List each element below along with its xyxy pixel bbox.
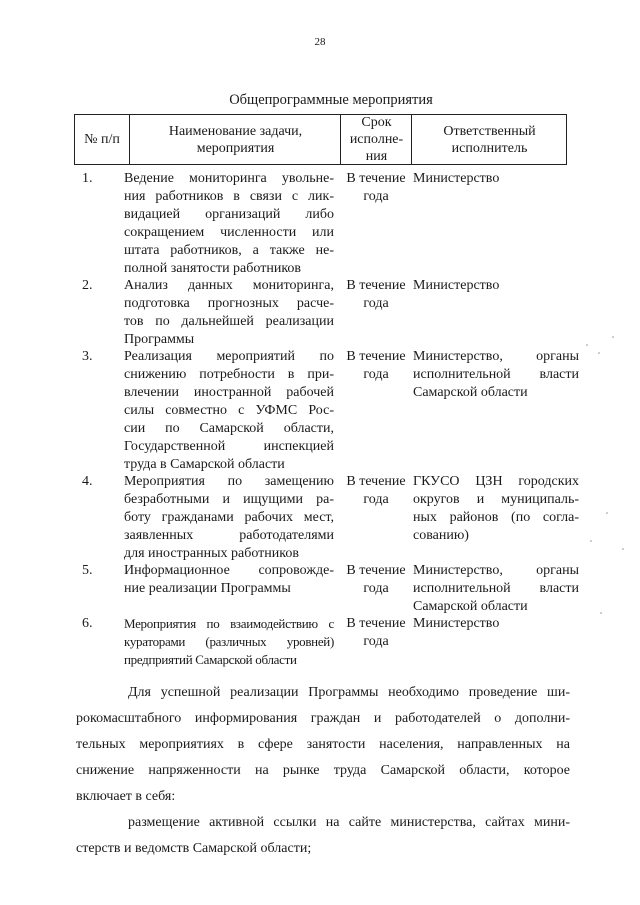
row-3-name-line: влечении иностранной рабочей [124, 385, 334, 400]
row-4-name-line: Мероприятия по замещению [124, 474, 334, 489]
paragraph-line: стерств и ведомств Самарской области; [76, 841, 312, 856]
paragraph-line: рокомасштабного информирования граждан и работодателей о дополни- [76, 711, 570, 726]
row-4-name-line: для иностранных работников [124, 546, 299, 561]
row-5-term-line: В течение [346, 563, 406, 578]
row-6-resp-line: Министерство [413, 616, 500, 631]
row-3-responsible [413, 348, 579, 402]
row-5-resp-line: Министерство, органы [413, 563, 579, 578]
row-1-name-line: ния работников в связи с лик- [124, 189, 334, 204]
row-3-resp-line: Министерство, органы [413, 349, 579, 364]
row-1-name-line: видацией организаций либо [124, 207, 334, 222]
row-6-name [124, 615, 334, 669]
row-2-responsible [413, 277, 579, 295]
row-4-resp-line: ГКУСО ЦЗН городских [413, 474, 579, 489]
row-4-term-line: года [363, 492, 389, 507]
row-3-resp-line: исполнительной власти [413, 367, 579, 382]
scan-speck [622, 548, 624, 550]
row-2-name [124, 277, 334, 349]
header-name [129, 115, 341, 164]
row-3-name-line: труда в Самарской области [124, 457, 285, 472]
row-5-resp-line: исполнительной власти [413, 581, 579, 596]
row-5-term [341, 562, 411, 598]
paragraph-line: размещение активной ссылки на сайте министерства, сайтах мини- [128, 815, 570, 830]
row-3-term-line: В течение [346, 349, 406, 364]
row-6-term-line: года [363, 634, 389, 649]
row-3-name-line: снижению потребности в при- [124, 367, 334, 382]
row-4-name-line: безработными и ищущими ра- [124, 492, 334, 507]
scan-speck [586, 344, 588, 346]
row-5-resp-line: Самарской области [413, 599, 528, 614]
scan-speck [612, 336, 614, 338]
row-3-num: 3. [82, 349, 93, 364]
row-6-name-line: предприятий Самарской области [124, 652, 297, 667]
row-1-name-line: Ведение мониторинга увольне- [124, 171, 334, 186]
header-name-text: Наименование задачи, мероприятия [168, 123, 303, 156]
scan-speck [606, 512, 608, 514]
row-3-name-line: силы совместно с УФМС Рос- [124, 403, 334, 418]
row-2-term-line: В течение [346, 278, 406, 293]
row-4-name-line: боту гражданами рабочих мест, [124, 510, 334, 525]
header-responsible-text: Ответственный исполнитель [443, 123, 536, 156]
row-1-name-line: штата работников, а также не- [124, 243, 334, 258]
row-3-term-line: года [363, 367, 389, 382]
row-3-name-line: Реализация мероприятий по [124, 349, 334, 364]
row-6-name-line: кураторами (различных уровней) [124, 634, 334, 649]
row-4-name-line: заявленных работодателями [124, 528, 334, 543]
row-5-name-line: ние реализации Программы [124, 581, 291, 596]
row-4-num: 4. [82, 474, 93, 489]
row-2-name-line: подготовка прогнозных расче- [124, 296, 334, 311]
scan-speck [598, 352, 600, 354]
paragraph-line: Для успешной реализации Программы необходимо проведение ши- [128, 685, 570, 700]
row-5-num: 5. [82, 563, 93, 578]
row-5-name-line: Информационное сопровожде- [124, 563, 334, 578]
row-2-num: 2. [82, 278, 93, 293]
header-num [75, 115, 129, 164]
body-paragraph-1 [76, 680, 570, 810]
row-2-term-line: года [363, 296, 389, 311]
row-6-responsible [413, 615, 579, 633]
row-2-name-line: тов по дальнейшей реализации [124, 314, 334, 329]
row-1-name-line: полной занятости работников [124, 261, 302, 276]
row-6-num: 6. [82, 616, 93, 631]
row-1-num: 1. [82, 171, 93, 186]
row-6-name-line: Мероприятия по взаимодействию с [124, 616, 334, 631]
row-4-resp-line: сованию) [413, 528, 469, 543]
row-1-resp-line: Министерство [413, 171, 500, 186]
row-2-name-line: Программы [124, 332, 195, 347]
row-4-responsible [413, 473, 579, 545]
row-3-name [124, 348, 334, 474]
paragraph-line: тельных мероприятиях в сфере занятости населения, направленных на [76, 737, 570, 752]
row-4-resp-line: ных районов (по согла- [413, 510, 579, 525]
row-3-term [341, 348, 411, 384]
body-paragraph-2 [76, 810, 570, 862]
page-number: 28 [314, 36, 326, 48]
row-1-term [341, 170, 411, 206]
row-1-name-line: сокращением численности или [124, 225, 334, 240]
row-6-term [341, 615, 411, 651]
row-5-responsible [413, 562, 579, 616]
row-1-term-line: В течение [346, 171, 406, 186]
row-2-term [341, 277, 411, 313]
row-3-name-line: Государственной инспекцией [124, 439, 334, 454]
row-3-resp-line: Самарской области [413, 385, 528, 400]
header-responsible [411, 115, 567, 164]
row-6-term-line: В течение [346, 616, 406, 631]
header-term [340, 115, 412, 164]
header-term-text: Срок исполне- ния [349, 115, 404, 164]
row-4-name [124, 473, 334, 563]
table-caption: Общепрограммные мероприятия [229, 92, 433, 108]
header-num-text: № п/п [84, 132, 120, 147]
row-3-name-line: сии по Самарской области, [124, 421, 334, 436]
scan-speck [600, 612, 602, 614]
row-1-responsible [413, 170, 579, 188]
row-1-name [124, 170, 334, 278]
row-2-name-line: Анализ данных мониторинга, [124, 278, 334, 293]
row-2-resp-line: Министерство [413, 278, 500, 293]
row-4-resp-line: округов и муниципаль- [413, 492, 579, 507]
row-5-term-line: года [363, 581, 389, 596]
paragraph-line: включает в себя: [76, 789, 176, 804]
row-4-term [341, 473, 411, 509]
scan-speck [590, 540, 592, 542]
paragraph-line: снижение напряженности на рынке труда Самарской области, которое [76, 763, 570, 778]
row-1-term-line: года [363, 189, 389, 204]
row-5-name [124, 562, 334, 598]
row-4-term-line: В течение [346, 474, 406, 489]
table-header [74, 114, 567, 165]
